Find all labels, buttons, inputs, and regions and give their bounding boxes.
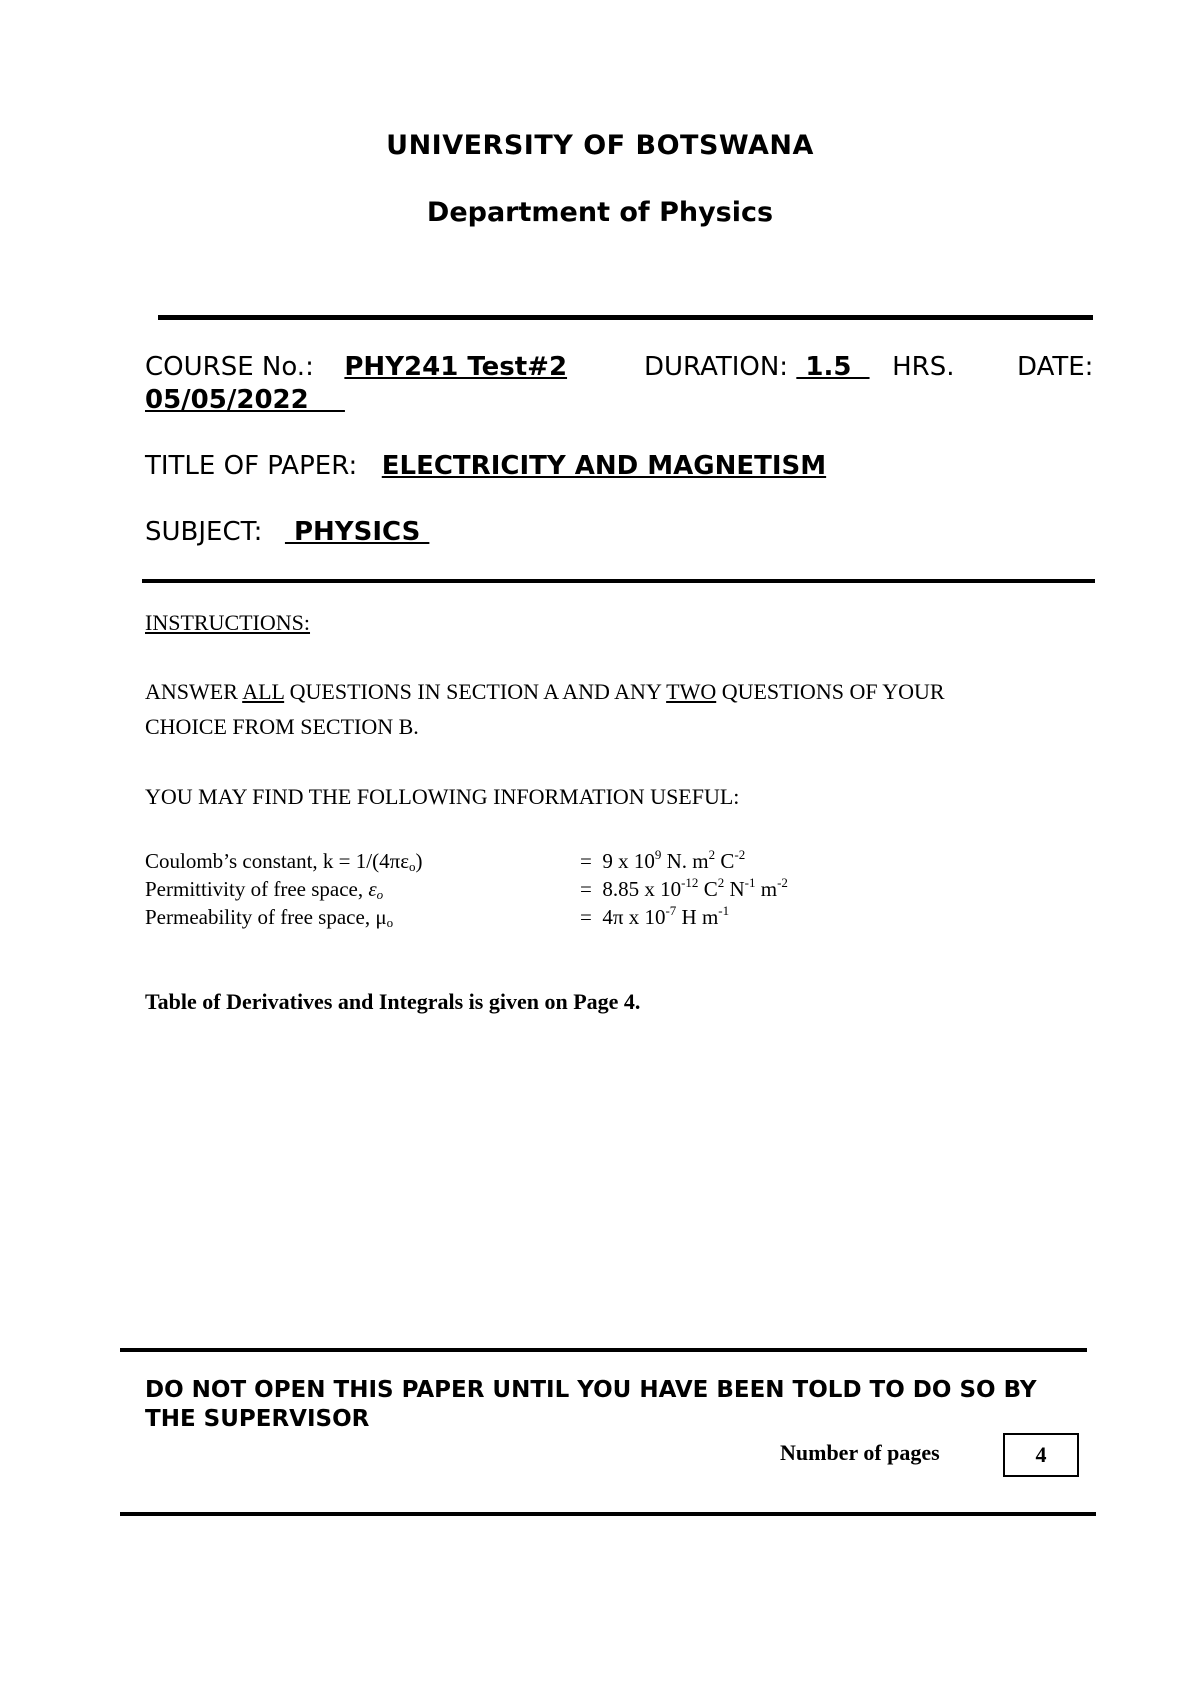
date-value-line	[145, 385, 345, 415]
permittivity-value: = 8.85 x $10^{-12}$ $C^2$ $N^{-1}$ $m^{-2}$	[580, 875, 788, 901]
subject-value: PHYSICS	[284, 517, 430, 547]
subject-line	[145, 517, 429, 547]
department-name: Department of Physics	[426, 197, 774, 228]
permittivity-name: Permittivity of free space, $\varepsilon_o$	[145, 877, 384, 902]
divider-middle	[142, 579, 1095, 583]
date-value: 05/05/2022	[145, 385, 345, 415]
pages-label: Number of pages	[780, 1440, 940, 1465]
divider-footer-bottom	[120, 1512, 1096, 1516]
instructions-line-2: CHOICE FROM SECTION B.	[145, 714, 419, 739]
duration-value: 1.5	[796, 352, 870, 382]
pages-count-box	[1003, 1433, 1079, 1477]
duration-label: DURATION:	[644, 352, 789, 382]
university-name: UNIVERSITY OF BOTSWANA	[386, 130, 814, 161]
info-heading: YOU MAY FIND THE FOLLOWING INFORMATION USEFUL:	[145, 784, 740, 809]
table-note: Table of Derivatives and Integrals is given on Page 4.	[145, 989, 641, 1014]
warning-line-1: DO NOT OPEN THIS PAPER UNTIL YOU HAVE BEEN TOLD TO DO SO BY	[145, 1377, 1037, 1403]
instructions-line-1: ANSWER ALL QUESTIONS IN SECTION A AND ANY TWO QUESTIONS OF YOUR	[145, 679, 945, 704]
divider-top	[158, 315, 1093, 320]
hrs-label: HRS.	[892, 352, 955, 382]
date-label: DATE:	[1017, 352, 1094, 382]
title-of-paper-value: ELECTRICITY AND MAGNETISM	[381, 451, 827, 481]
permeability-value: = 4π x $10^{-7}$ H $m^{-1}$	[580, 903, 730, 929]
coulomb-constant-name: Coulomb’s constant, $k = 1/(4\pi\varepsilon_o)$	[145, 849, 423, 874]
title-of-paper-line	[145, 451, 826, 481]
instructions-heading: INSTRUCTIONS:	[145, 610, 311, 635]
course-line	[145, 352, 567, 382]
course-label: COURSE No.:	[145, 352, 314, 382]
divider-footer-top	[120, 1348, 1087, 1352]
subject-label: SUBJECT:	[145, 517, 263, 547]
permeability-name: Permeability of free space, $\mu_o$	[145, 905, 394, 930]
pages-count: 4	[1035, 1442, 1047, 1467]
warning-line-2: THE SUPERVISOR	[145, 1406, 370, 1432]
course-value: PHY241 Test#2	[344, 352, 568, 382]
two-emphasis: TWO	[666, 679, 717, 704]
all-emphasis: ALL	[242, 679, 285, 704]
coulomb-constant-value: = 9 x $10^9$ N. $m^2$ $C^{-2}$	[580, 847, 746, 873]
title-of-paper-label: TITLE OF PAPER:	[145, 451, 358, 481]
duration-line	[644, 352, 954, 382]
